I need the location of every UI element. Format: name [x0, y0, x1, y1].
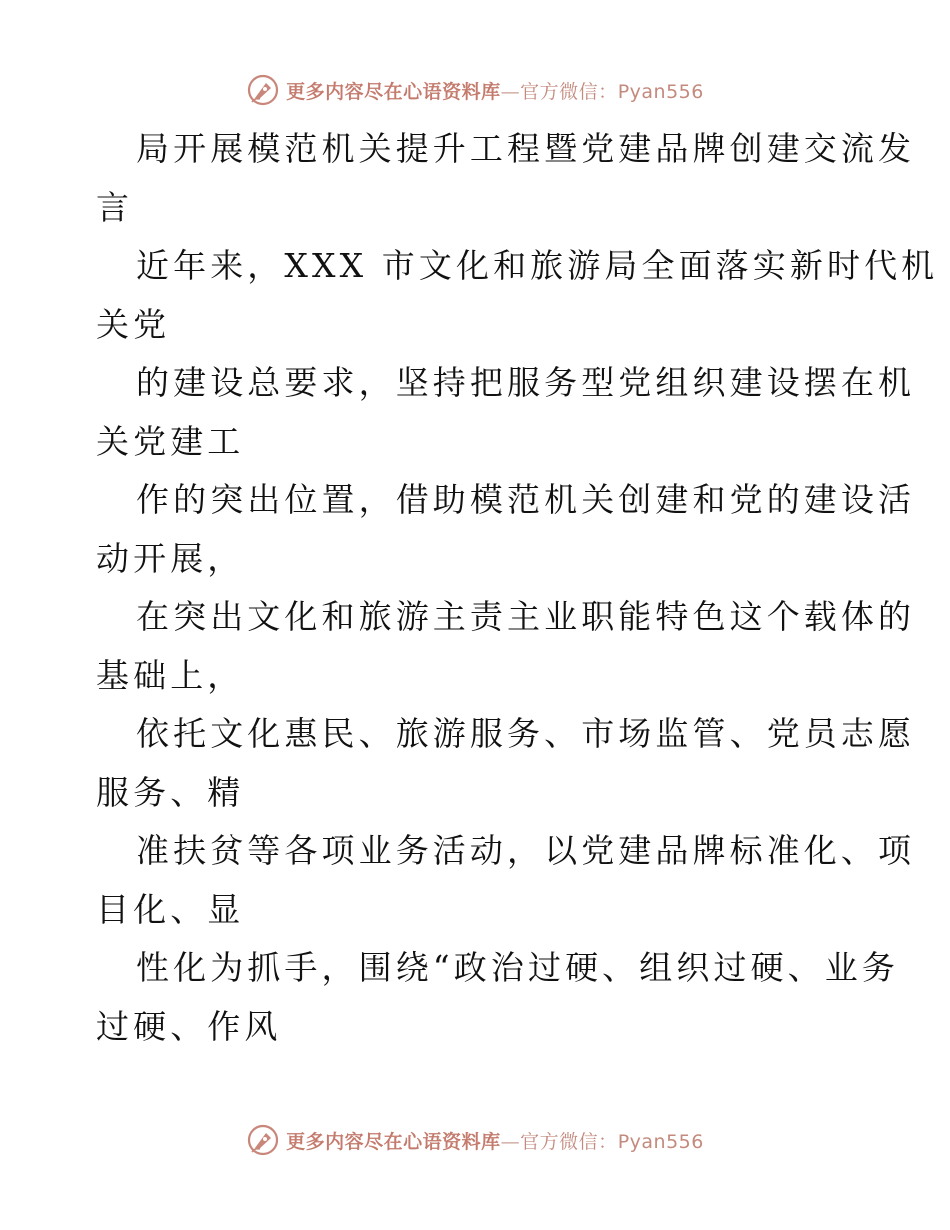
text-line: 关党建工 [96, 421, 245, 461]
text-line: 依托文化惠民、旅游服务、市场监管、党员志愿 [136, 714, 916, 753]
document-body [96, 120, 939, 1056]
text-line: 过硬、作风 [96, 1006, 282, 1046]
text-line: 准扶贫等各项业务活动，以党建品牌标准化、项 [136, 831, 916, 870]
watermark-separator: — [500, 80, 521, 103]
watermark-text [286, 1127, 704, 1154]
watermark-sub: 官方微信： [520, 80, 618, 103]
watermark-group [246, 1123, 704, 1157]
watermark-group [246, 73, 704, 107]
watermark-text [286, 77, 704, 104]
pen-nib-circle-icon [246, 73, 280, 107]
watermark-separator: — [500, 1130, 521, 1153]
text-line: 的建设总要求，坚持把服务型党组织建设摆在机 [136, 363, 916, 402]
text-line: 性化为抓手，围绕“政治过硬、组织过硬、业务 [136, 948, 899, 987]
text-line: 近年来，XXX 市文化和旅游局全面落实新时代机 [136, 246, 939, 285]
text-line: 服务、精 [96, 772, 245, 812]
header-watermark [0, 70, 950, 110]
text-line: 言 [96, 187, 134, 227]
watermark-id: Pyan556 [617, 80, 704, 103]
footer-watermark [0, 1120, 950, 1160]
text-line: 局开展模范机关提升工程暨党建品牌创建交流发 [136, 129, 916, 168]
watermark-main: 更多内容尽在心语资料库 [286, 80, 501, 103]
text-line: 作的突出位置，借助模范机关创建和党的建设活 [136, 480, 916, 519]
pen-nib-circle-icon [246, 1123, 280, 1157]
text-line: 在突出文化和旅游主责主业职能特色这个载体的 [136, 597, 916, 636]
text-line: 目化、显 [96, 889, 245, 929]
watermark-sub: 官方微信： [520, 1130, 618, 1153]
watermark-main: 更多内容尽在心语资料库 [286, 1130, 501, 1153]
text-line: 基础上， [96, 655, 245, 695]
text-line: 关党 [96, 304, 171, 344]
watermark-id: Pyan556 [617, 1130, 704, 1153]
text-line: 动开展， [96, 538, 245, 578]
